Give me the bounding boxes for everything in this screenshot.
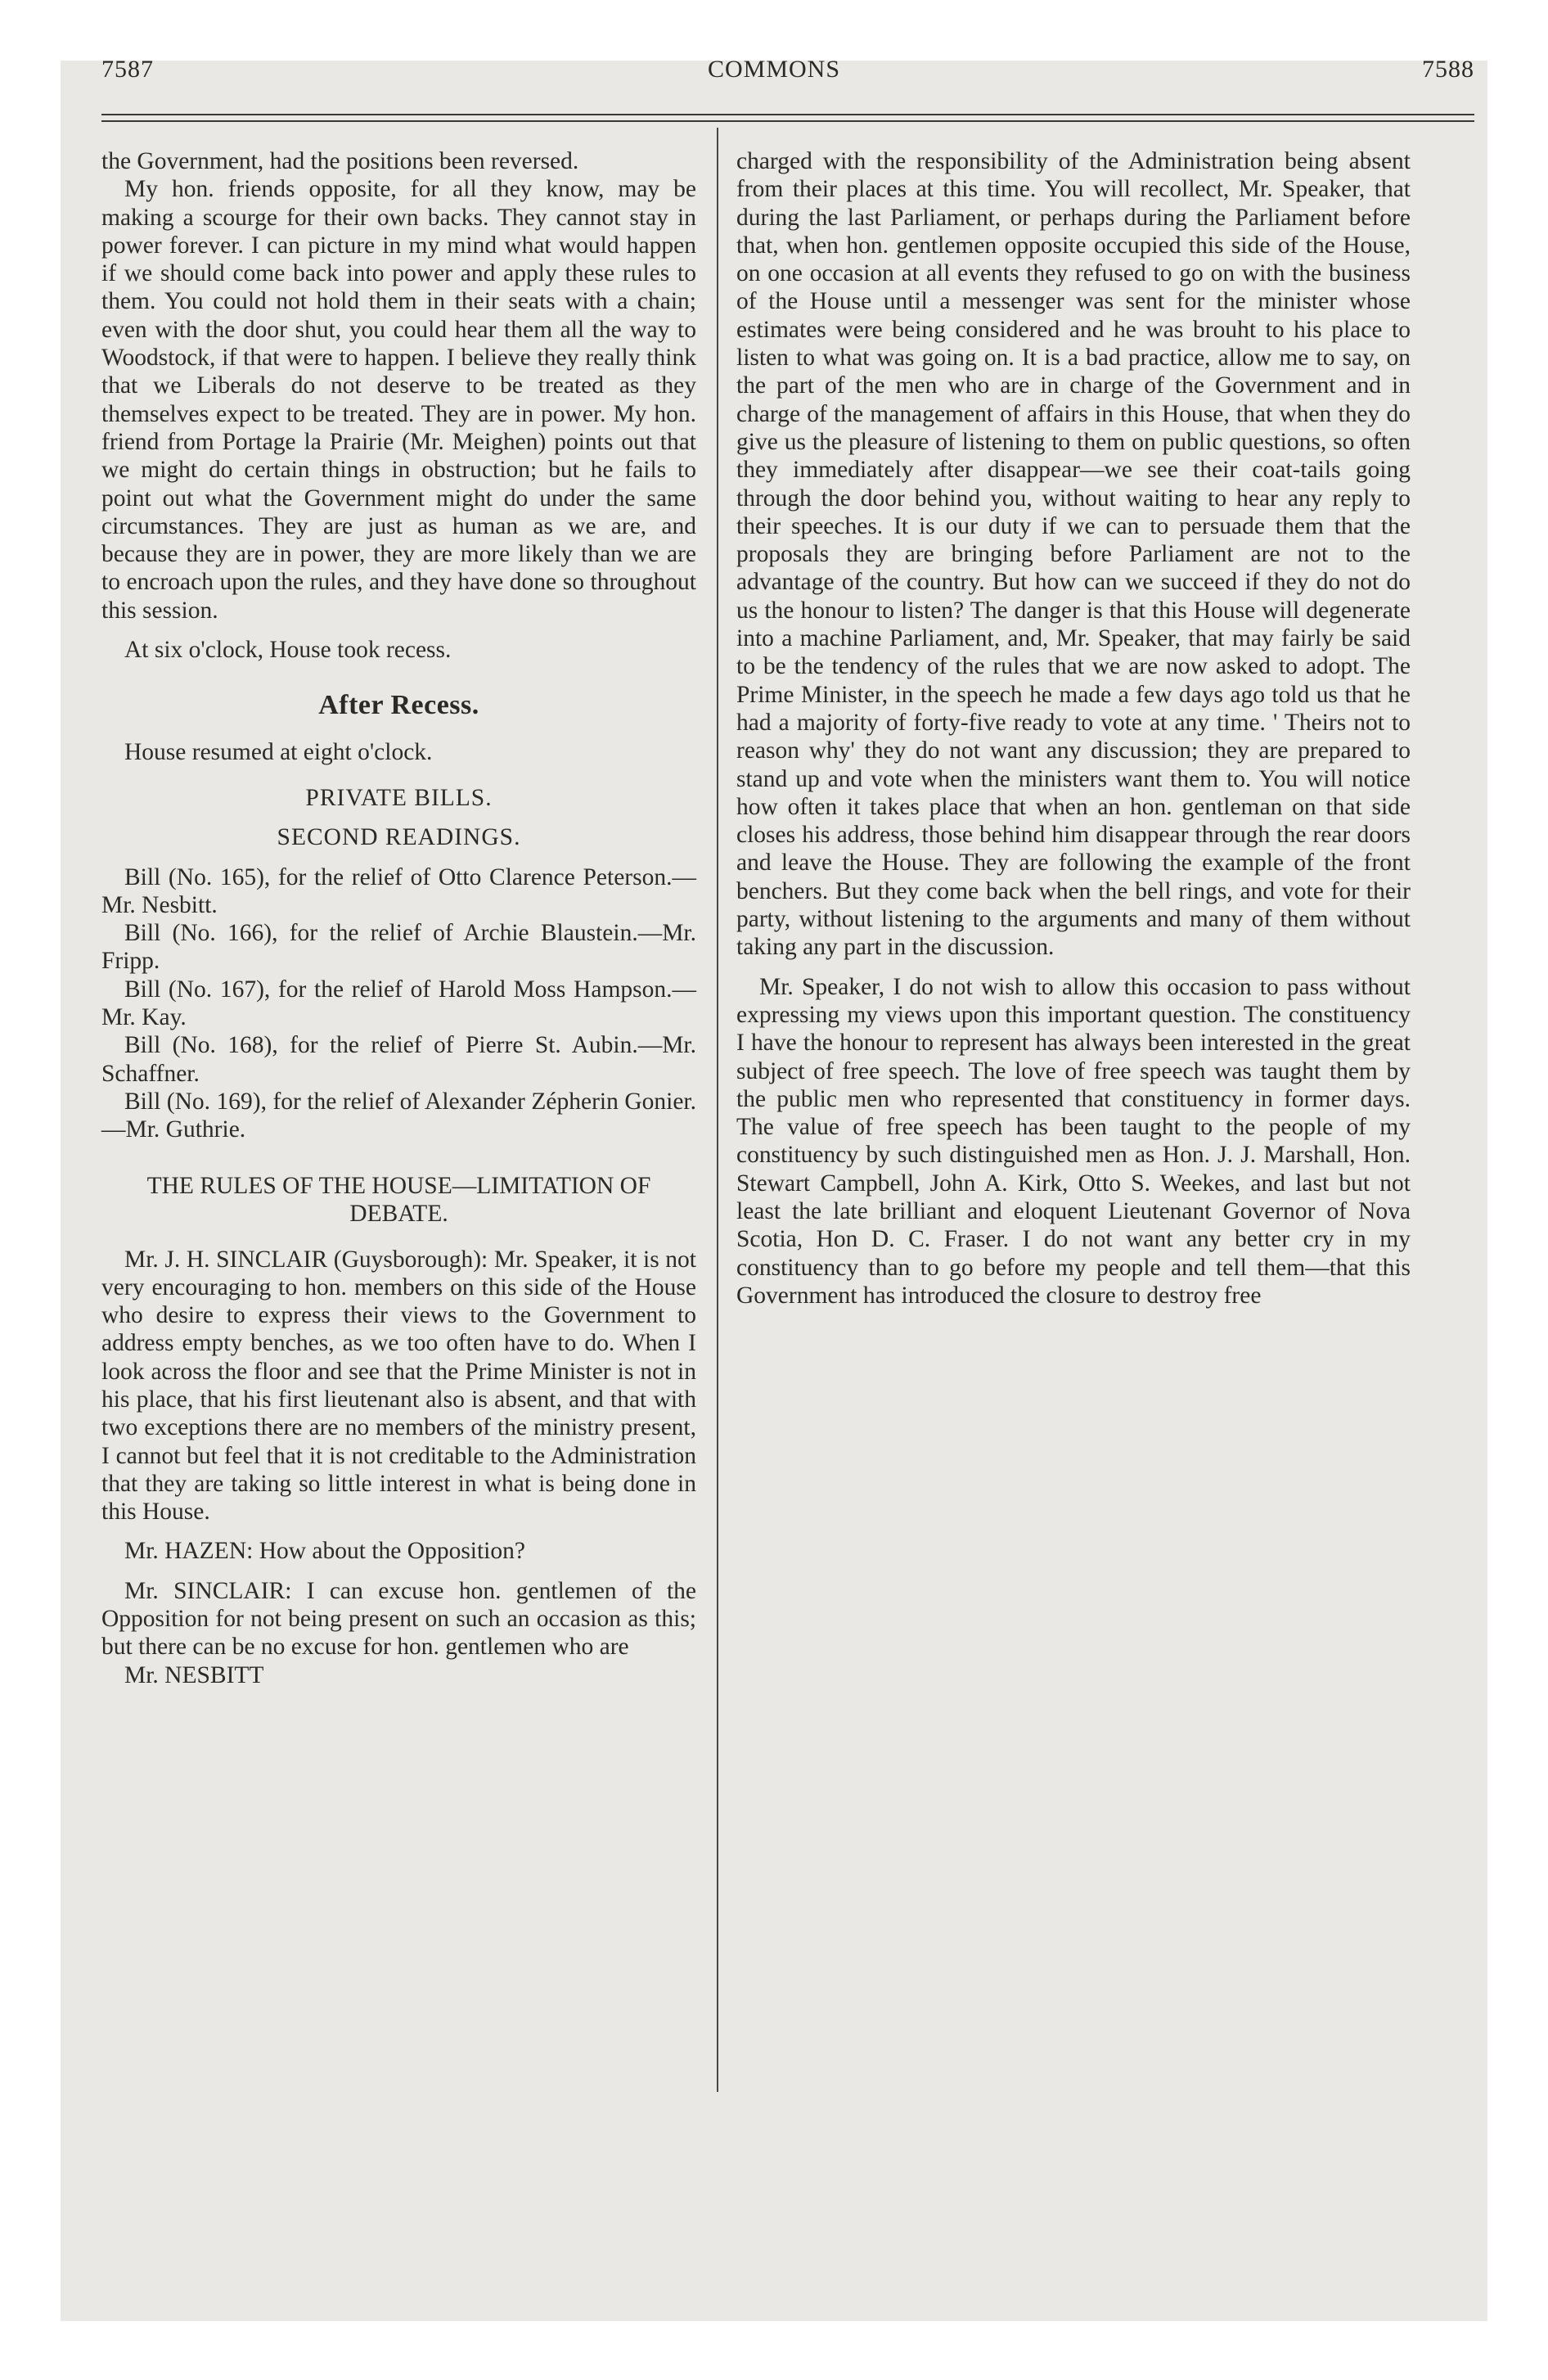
right-column — [736, 147, 1411, 1309]
left-page-number: 7587 — [101, 56, 154, 83]
header-rule-bottom — [101, 120, 1474, 122]
section-heading-rules-of-house: THE RULES OF THE HOUSE—LIMITATION OF DEBATE. — [146, 1172, 651, 1227]
bill-entry: Bill (No. 169), for the relief of Alexander Zépherin Gonier.—Mr. Guthrie. — [101, 1088, 696, 1143]
left-column — [101, 147, 696, 1689]
section-heading-after-recess: After Recess. — [318, 690, 479, 721]
section-heading-second-readings: SECOND READINGS. — [277, 824, 521, 851]
column-divider — [717, 128, 718, 2092]
header-rule-top — [101, 114, 1474, 115]
paragraph: the Government, had the positions been reversed. — [101, 148, 579, 174]
paragraph: Mr. SINCLAIR: I can excuse hon. gentlemen of the Opposition for not being present on such an occasion as this; but there can be no excuse for hon. gentlemen who are — [101, 1577, 696, 1661]
bill-entry: Bill (No. 167), for the relief of Harold Moss Hampson.—Mr. Kay. — [101, 976, 696, 1031]
paragraph: My hon. friends opposite, for all they know, may be making a scourge for their own backs. They cannot stay in power forever. I can picture in my mind what would happen if we should come back into power and apply these rules to them. You could not hold them in their seats with a chain; even with the door shut, you could hear them all the way to Woodstock, if that were to happen. I believe they really think that we Liberals do not deserve to be treated as they themselves expect to be treated. They are in power. My hon. friend from Portage la Prairie (Mr. Meighen) points out that we might do certain things in obstruction; but he fails to point out what the Government might do under the same circumstances. They are just as human as we are, and because they are in power, they are more likely than we are to encroach upon the rules, and they have done so throughout this session. — [101, 176, 696, 624]
recess-note: At six o'clock, House took recess. — [124, 637, 452, 664]
paragraph: Mr. J. H. SINCLAIR (Guysborough): Mr. Speaker, it is not very encouraging to hon. members on this side of the House who desire to express their views to the Government to address empty benches, as we too often have to do. When I look across the floor and see that the Prime Minister is not in his place, that his first lieutenant also is absent, and that with two exceptions there are no members of the ministry present, I cannot but feel that it is not creditable to the Administration that they are taking so little interest in what is being done in this House. — [101, 1246, 696, 1526]
paragraph: Mr. HAZEN: How about the Opposition? — [124, 1538, 525, 1565]
section-heading-private-bills: PRIVATE BILLS. — [305, 784, 493, 811]
right-page-number: 7588 — [1422, 56, 1474, 83]
bill-entry: Bill (No. 168), for the relief of Pierre St. Aubin.—Mr. Schaffner. — [101, 1032, 696, 1087]
bill-entry: Bill (No. 166), for the relief of Archie Blaustein.—Mr. Fripp. — [101, 920, 696, 975]
resume-note: House resumed at eight o'clock. — [124, 738, 433, 765]
paragraph: Mr. Speaker, I do not wish to allow this occasion to pass without expressing my views upon this important question. The constituency I have the honour to represent has always been interested in the great subject of free speech. The love of free speech was taught them by the public men who represented that constituency in former days. The value of free speech has been taught to the people of my constituency by such distinguished men as Hon. J. J. Marshall, Hon. Stewart Campbell, John A. Kirk, Otto S. Weekes, and last but not least the late brilliant and eloquent Lieutenant Governor of Nova Scotia, Hon D. C. Fraser. I do not want any better cry in my constituency than to go before my people and tell them—that this Government has introduced the closure to destroy free — [736, 973, 1411, 1309]
paragraph: charged with the responsibility of the Administration being absent from their places at this time. You will recollect, Mr. Speaker, that during the last Parliament, or perhaps during the Parliament before that, when hon. gentlemen opposite occupied this side of the House, on one occasion at all events they refused to go on with the business of the House until a messenger was sent for the minister whose estimates were being considered and he was brouht to his place to listen to what was going on. It is a bad practice, allow me to say, on the part of the men who are in charge of the Government and in charge of the management of affairs in this House, that when they do give us the pleasure of listening to them on public questions, so often they immediately after disappear—we see their coat-tails going through the door behind you, without waiting to hear any reply to their speeches. It is our duty if we can to persuade them that the proposals they are bringing before Parliament are not to the advantage of the country. But how can we succeed if they do not do us the honour to listen? The danger is that this House will degenerate into a machine Parliament, and, Mr. Speaker, that may fairly be said to be the tendency of the rules that we are now asked to adopt. The Prime Minister, in the speech he made a few days ago told us that he had a majority of forty-five ready to vote at any time. ' Theirs not to reason why' they do not want any discussion; they are prepared to stand up and vote when the ministers want them to. You will notice how often it takes place that when an hon. gentleman on that side closes his address, those behind him disappear through the rear doors and leave the House. They are following the example of the front benchers. But they come back when the bell rings, and vote for their party, without listening to the arguments and many of them without taking any part in the discussion. — [736, 148, 1411, 961]
bill-entry: Bill (No. 165), for the relief of Otto Clarence Peterson.—Mr. Nesbitt. — [101, 863, 696, 918]
page-header — [0, 56, 1548, 97]
page-footer-speaker: Mr. NESBITT — [124, 1661, 264, 1688]
running-title: COMMONS — [707, 56, 841, 83]
